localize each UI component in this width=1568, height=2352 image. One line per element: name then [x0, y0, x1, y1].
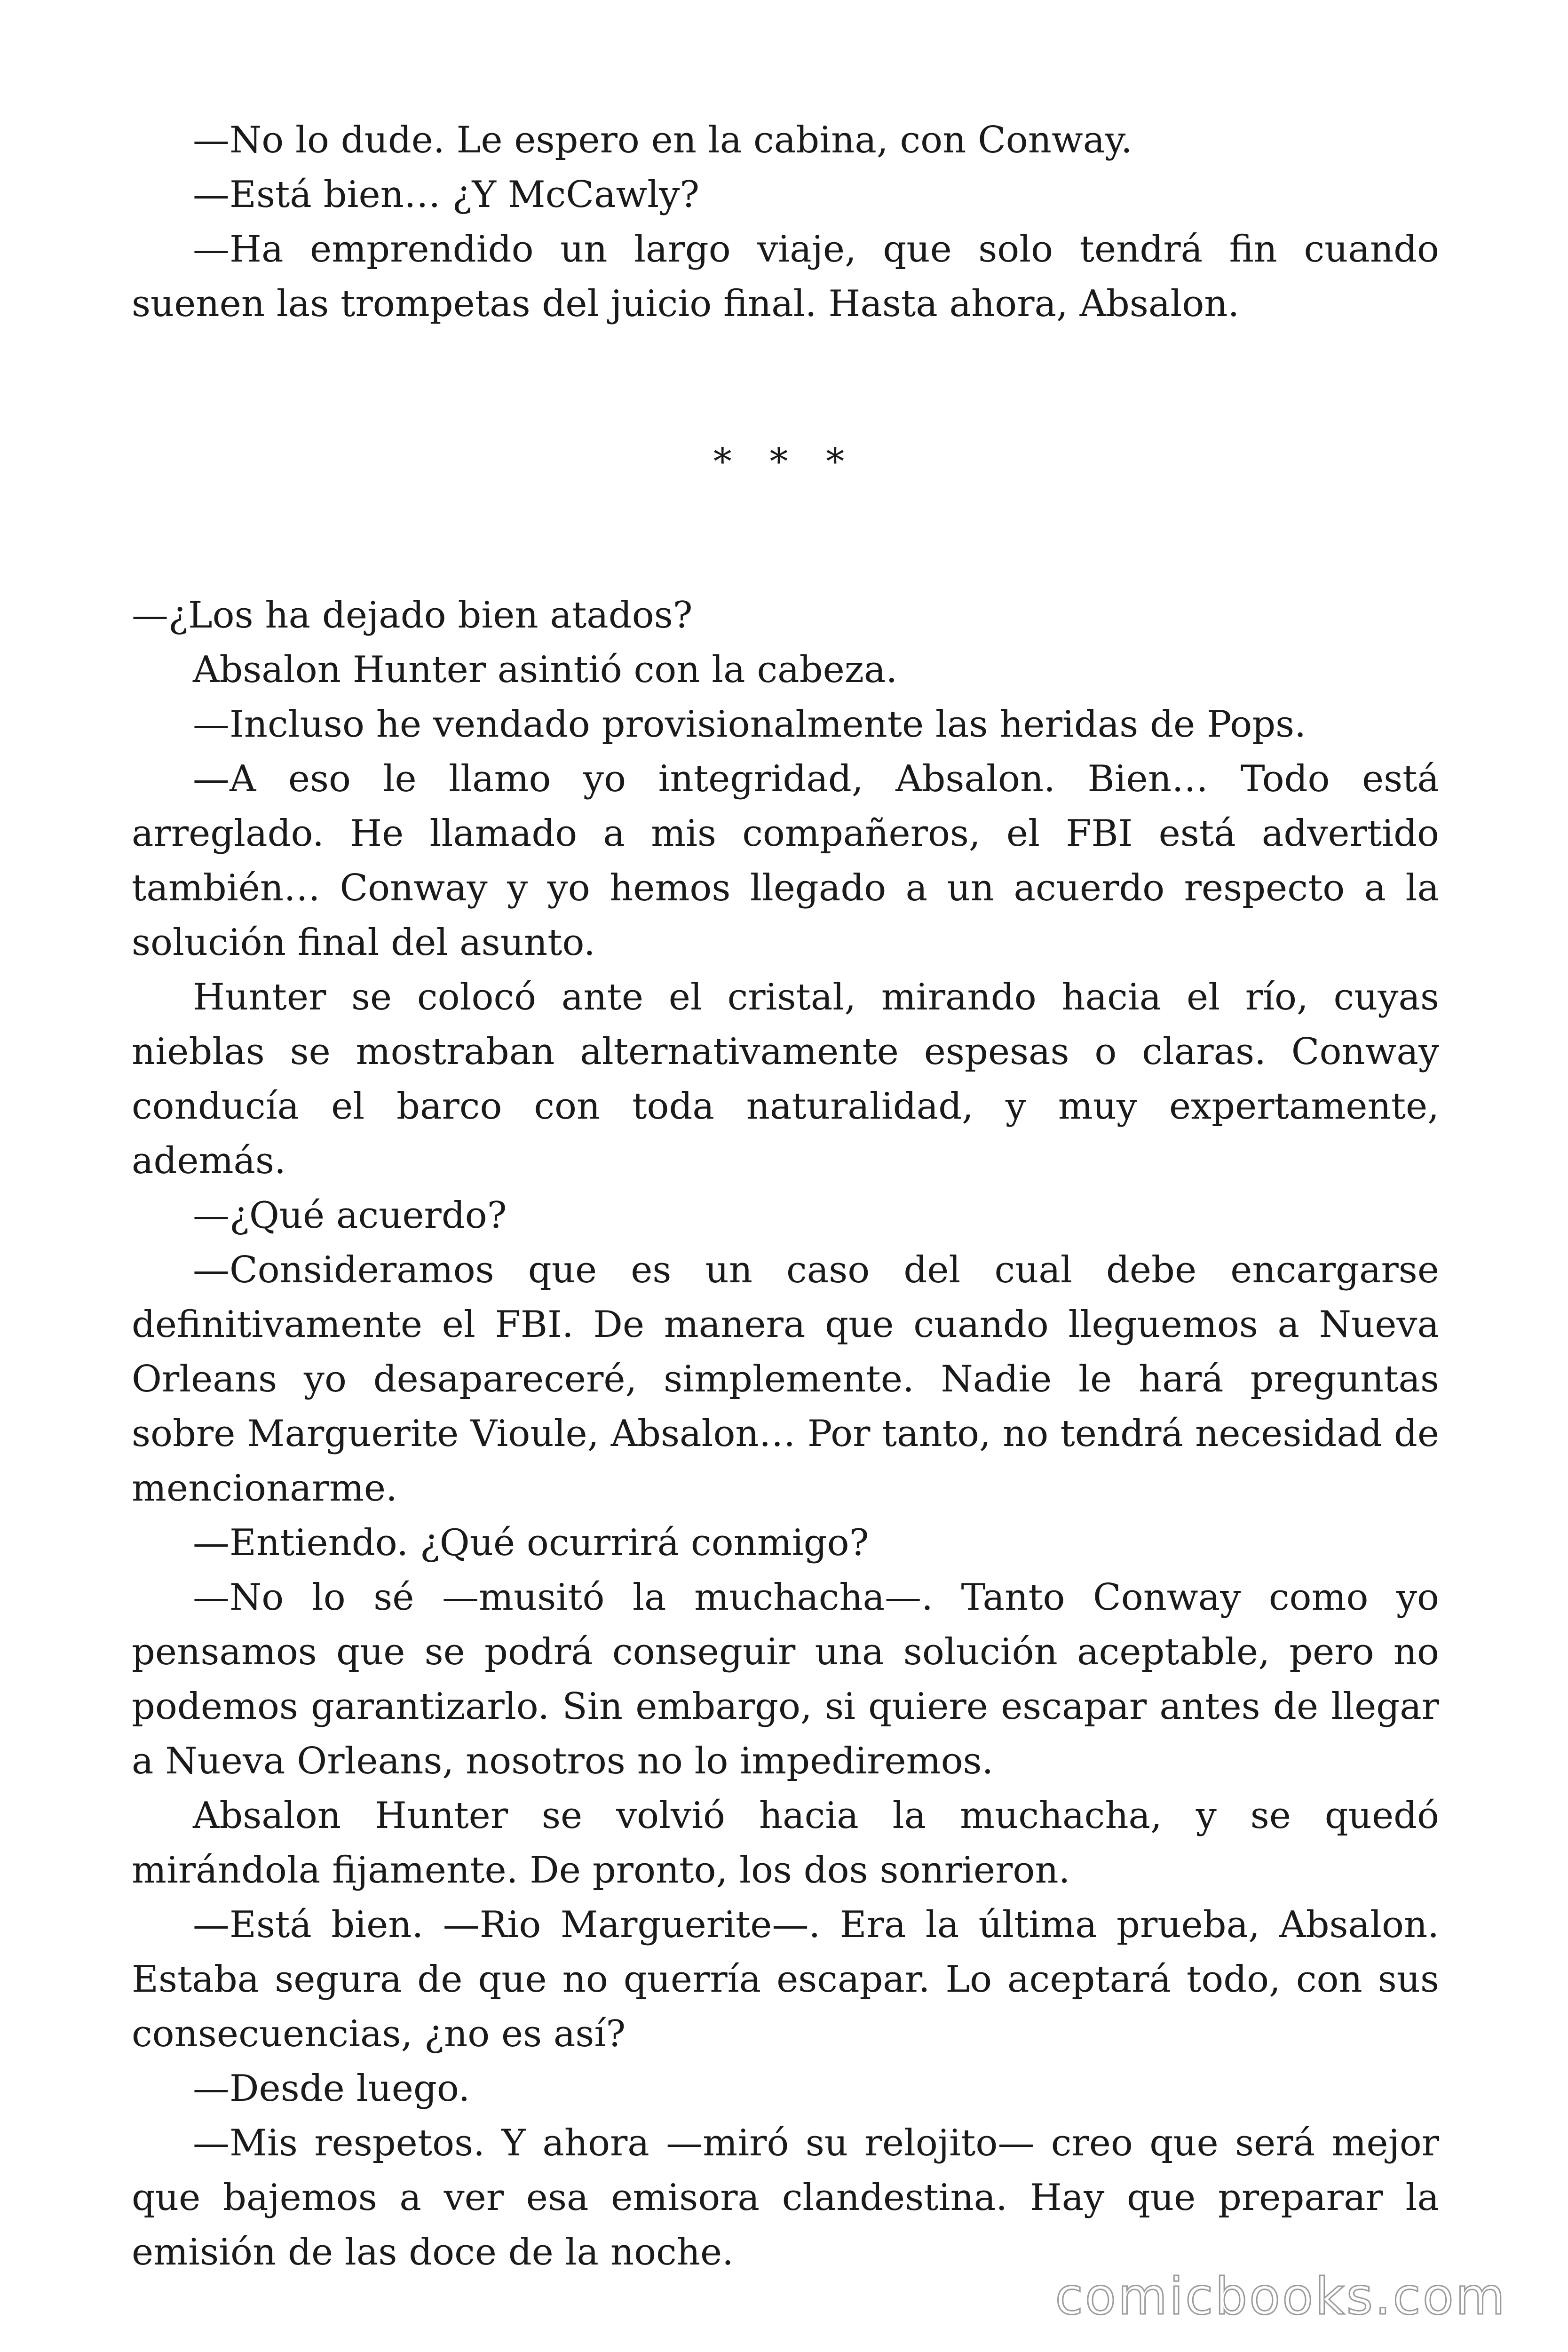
paragraph: —Ha emprendido un largo viaje, que solo tendrá fin cuando suenen las trompetas del juicio final. Hasta ahora, Absalon.: [132, 228, 1439, 325]
paragraph: —Está bien… ¿Y McCawly?: [193, 174, 700, 216]
watermark-logo: comicbooks.com: [1055, 2267, 1507, 2326]
book-page: [132, 113, 1439, 2280]
paragraph: Absalon Hunter asintió con la cabeza.: [193, 649, 898, 691]
scene-break: * * *: [713, 441, 858, 483]
paragraph: —A eso le llamo yo integridad, Absalon. Bien… Todo está arreglado. He llamado a mis compañeros, el FBI está advertido también… Conway y yo hemos llegado a un acuerdo respecto a la solución final del asunto.: [132, 758, 1439, 964]
paragraph: —Mis respetos. Y ahora —miró su relojito— creo que será mejor que bajemos a ver esa emisora clandestina. Hay que preparar la emisión de las doce de la noche.: [132, 2122, 1439, 2273]
section-after-break: [132, 588, 1439, 2280]
paragraph: —Entiendo. ¿Qué ocurrirá conmigo?: [193, 1522, 869, 1564]
paragraph: —Incluso he vendado provisionalmente las heridas de Pops.: [193, 703, 1307, 746]
paragraph: —Consideramos que es un caso del cual debe encargarse definitivamente el FBI. De manera que cuando lleguemos a Nueva Orleans yo desapareceré, simplemente. Nadie le hará preguntas sobre Marguerite Vioule, Absalon… Por tanto, no tendrá necesidad de mencionarme.: [132, 1249, 1439, 1510]
section-before-break: [132, 113, 1439, 331]
paragraph: —No lo dude. Le espero en la cabina, con Conway.: [193, 119, 1132, 161]
paragraph: Hunter se colocó ante el cristal, mirando hacia el río, cuyas nieblas se mostraban alternativamente espesas o claras. Conway conducía el barco con toda naturalidad, y muy expertamente, además.: [132, 976, 1439, 1182]
paragraph: Absalon Hunter se volvió hacia la muchacha, y se quedó mirándola fijamente. De pronto, los dos sonrieron.: [132, 1795, 1439, 1891]
paragraph: —¿Qué acuerdo?: [193, 1194, 507, 1237]
paragraph: —Desde luego.: [193, 2067, 470, 2110]
paragraph: —No lo sé —musitó la muchacha—. Tanto Conway como yo pensamos que se podrá conseguir una solución aceptable, pero no podemos garantizarlo. Sin embargo, si quiere escapar antes de llegar a Nueva Orleans, nosotros no lo impediremos.: [132, 1576, 1439, 1782]
paragraph: —Está bien. —Rio Marguerite—. Era la última prueba, Absalon. Estaba segura de que no querría escapar. Lo aceptará todo, con sus consecuencias, ¿no es así?: [132, 1904, 1439, 2055]
paragraph: —¿Los ha dejado bien atados?: [132, 594, 693, 636]
